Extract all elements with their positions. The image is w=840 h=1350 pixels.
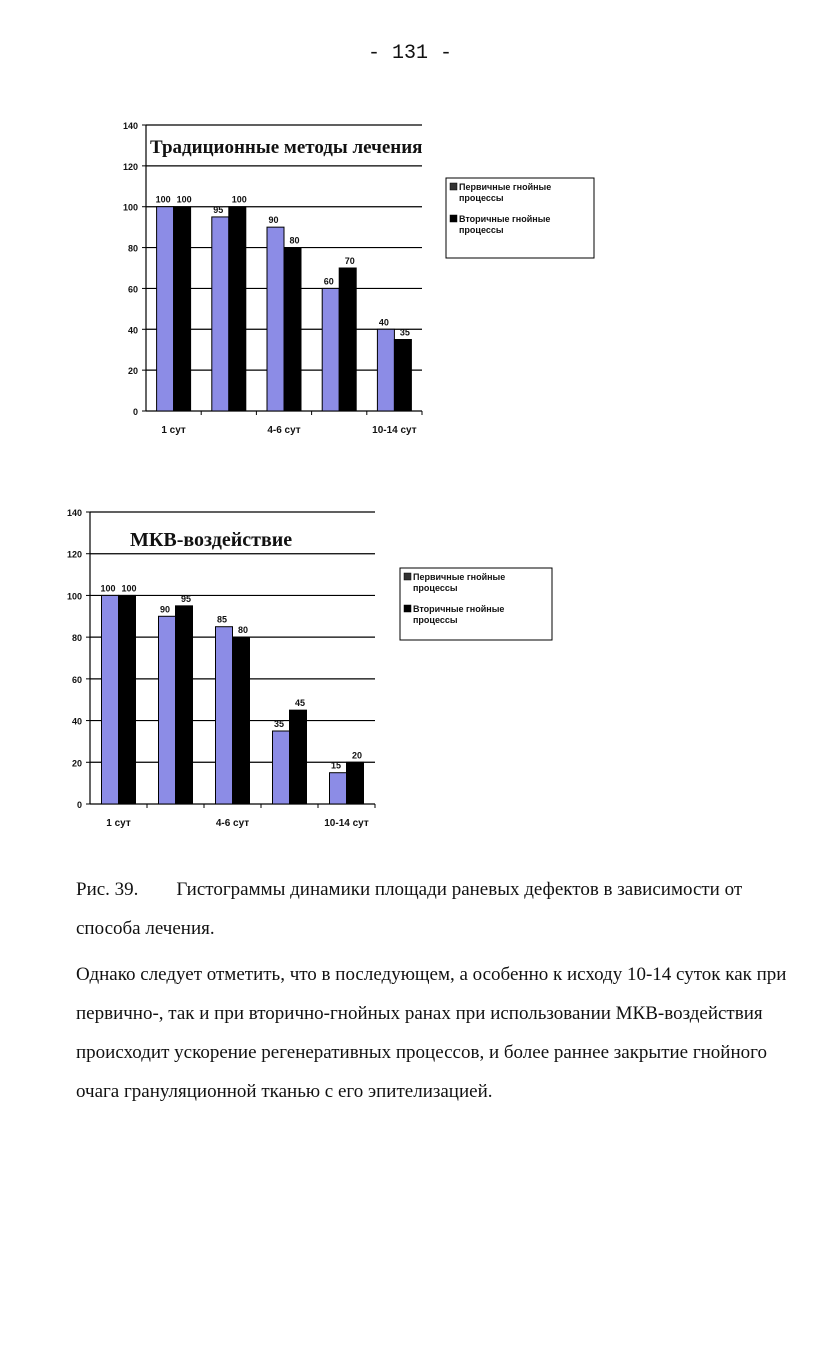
bar-secondary	[233, 637, 250, 804]
bar-value-label: 15	[330, 760, 342, 771]
legend-label: Вторичные гнойные	[413, 604, 505, 614]
figure-caption-text: Гистограммы динамики площади раневых дефектов в зависимости от способа лечения.	[76, 879, 743, 939]
x-tick-label: 10-14 сут	[372, 425, 417, 436]
bar-value-label: 45	[294, 698, 306, 709]
bar-primary	[267, 227, 284, 411]
bar-secondary	[284, 248, 301, 411]
y-tick-label: 0	[76, 800, 82, 810]
bar-value-label: 70	[344, 256, 355, 266]
bar-primary	[212, 217, 229, 411]
bar-value-label: 100	[176, 194, 192, 205]
bar-primary	[322, 288, 339, 411]
y-tick-label: 140	[122, 121, 138, 131]
y-tick-label: 80	[127, 243, 138, 254]
bar-value-label: 85	[216, 614, 228, 625]
x-tick-label: 4-6 сут	[267, 425, 301, 436]
y-tick-label: 40	[127, 325, 138, 336]
legend-swatch	[450, 183, 457, 190]
chart-traditional	[0, 88, 840, 448]
figure-caption	[76, 870, 806, 948]
bar-secondary	[176, 606, 193, 804]
bar-value-label: 60	[323, 276, 334, 287]
legend-label: процессы	[413, 615, 458, 625]
bar-value-label: 95	[180, 593, 192, 604]
bar-primary	[102, 595, 119, 804]
chart-title: Традиционные методы лечения	[150, 137, 423, 158]
y-tick-label: 120	[66, 549, 82, 560]
legend-swatch	[404, 573, 411, 580]
bar-secondary	[394, 340, 411, 412]
legend-swatch	[450, 215, 457, 222]
bar-secondary	[290, 710, 307, 804]
chart-title: МКВ-воздействие	[130, 529, 293, 551]
y-tick-label: 40	[71, 716, 82, 727]
legend-label: Первичные гнойные	[413, 572, 506, 582]
bar-secondary	[229, 207, 246, 411]
bar-value-label: 100	[231, 194, 247, 205]
y-tick-label: 120	[122, 161, 138, 172]
bar-primary	[377, 329, 394, 411]
bar-value-label: 90	[268, 215, 279, 226]
bar-value-label: 20	[351, 750, 363, 761]
y-tick-label: 20	[127, 366, 138, 377]
y-tick-label: 20	[71, 758, 82, 769]
bar-value-label: 90	[159, 604, 171, 615]
legend-label: процессы	[413, 583, 458, 593]
bar-secondary	[339, 268, 356, 411]
y-tick-label: 60	[127, 284, 138, 295]
bar-value-label: 100	[155, 194, 171, 205]
bar-secondary	[119, 595, 136, 804]
y-tick-label: 100	[66, 591, 82, 602]
bar-value-label: 100	[121, 583, 137, 594]
bar-primary	[330, 773, 347, 804]
body-paragraph-text: Однако следует отметить, что в последующем, а особенно к исходу 10-14 суток как при первично-, так и при вторично-гнойных ранах при использовании МКВ-воздействия происходит ускорение регенеративных процессов, и более раннее закрытие гнойного очага грануляционной тканью с его эпителизацией.	[76, 964, 787, 1102]
bar-primary	[159, 616, 176, 804]
chart-mkv	[0, 478, 840, 838]
bar-value-label: 95	[213, 204, 224, 215]
bar-primary	[216, 627, 233, 804]
bar-value-label: 35	[399, 327, 410, 338]
bar-value-label: 40	[378, 317, 389, 328]
bar-primary	[157, 207, 174, 411]
body-paragraph	[76, 955, 806, 1111]
figure-caption-label: Рис. 39.	[76, 879, 139, 900]
bar-value-label: 80	[289, 235, 300, 246]
y-tick-label: 0	[132, 407, 138, 417]
bar-secondary	[174, 207, 191, 411]
legend-label: Вторичные гнойные	[459, 214, 551, 224]
x-tick-label: 10-14 сут	[324, 818, 369, 829]
bar-value-label: 100	[100, 583, 116, 594]
y-tick-label: 80	[71, 633, 82, 644]
y-tick-label: 100	[122, 202, 138, 213]
page-number: - 131 -	[367, 42, 452, 65]
bar-value-label: 80	[237, 625, 249, 636]
x-tick-label: 1 сут	[161, 425, 186, 436]
legend-label: Первичные гнойные	[459, 182, 552, 192]
bar-secondary	[347, 762, 364, 804]
legend-label: процессы	[459, 193, 504, 203]
legend-label: процессы	[459, 225, 504, 235]
x-tick-label: 1 сут	[106, 818, 131, 829]
y-tick-label: 140	[66, 508, 82, 518]
x-tick-label: 4-6 сут	[215, 818, 250, 829]
bar-value-label: 35	[273, 719, 285, 729]
legend-swatch	[404, 605, 411, 612]
y-tick-label: 60	[71, 674, 82, 685]
bar-primary	[273, 731, 290, 804]
